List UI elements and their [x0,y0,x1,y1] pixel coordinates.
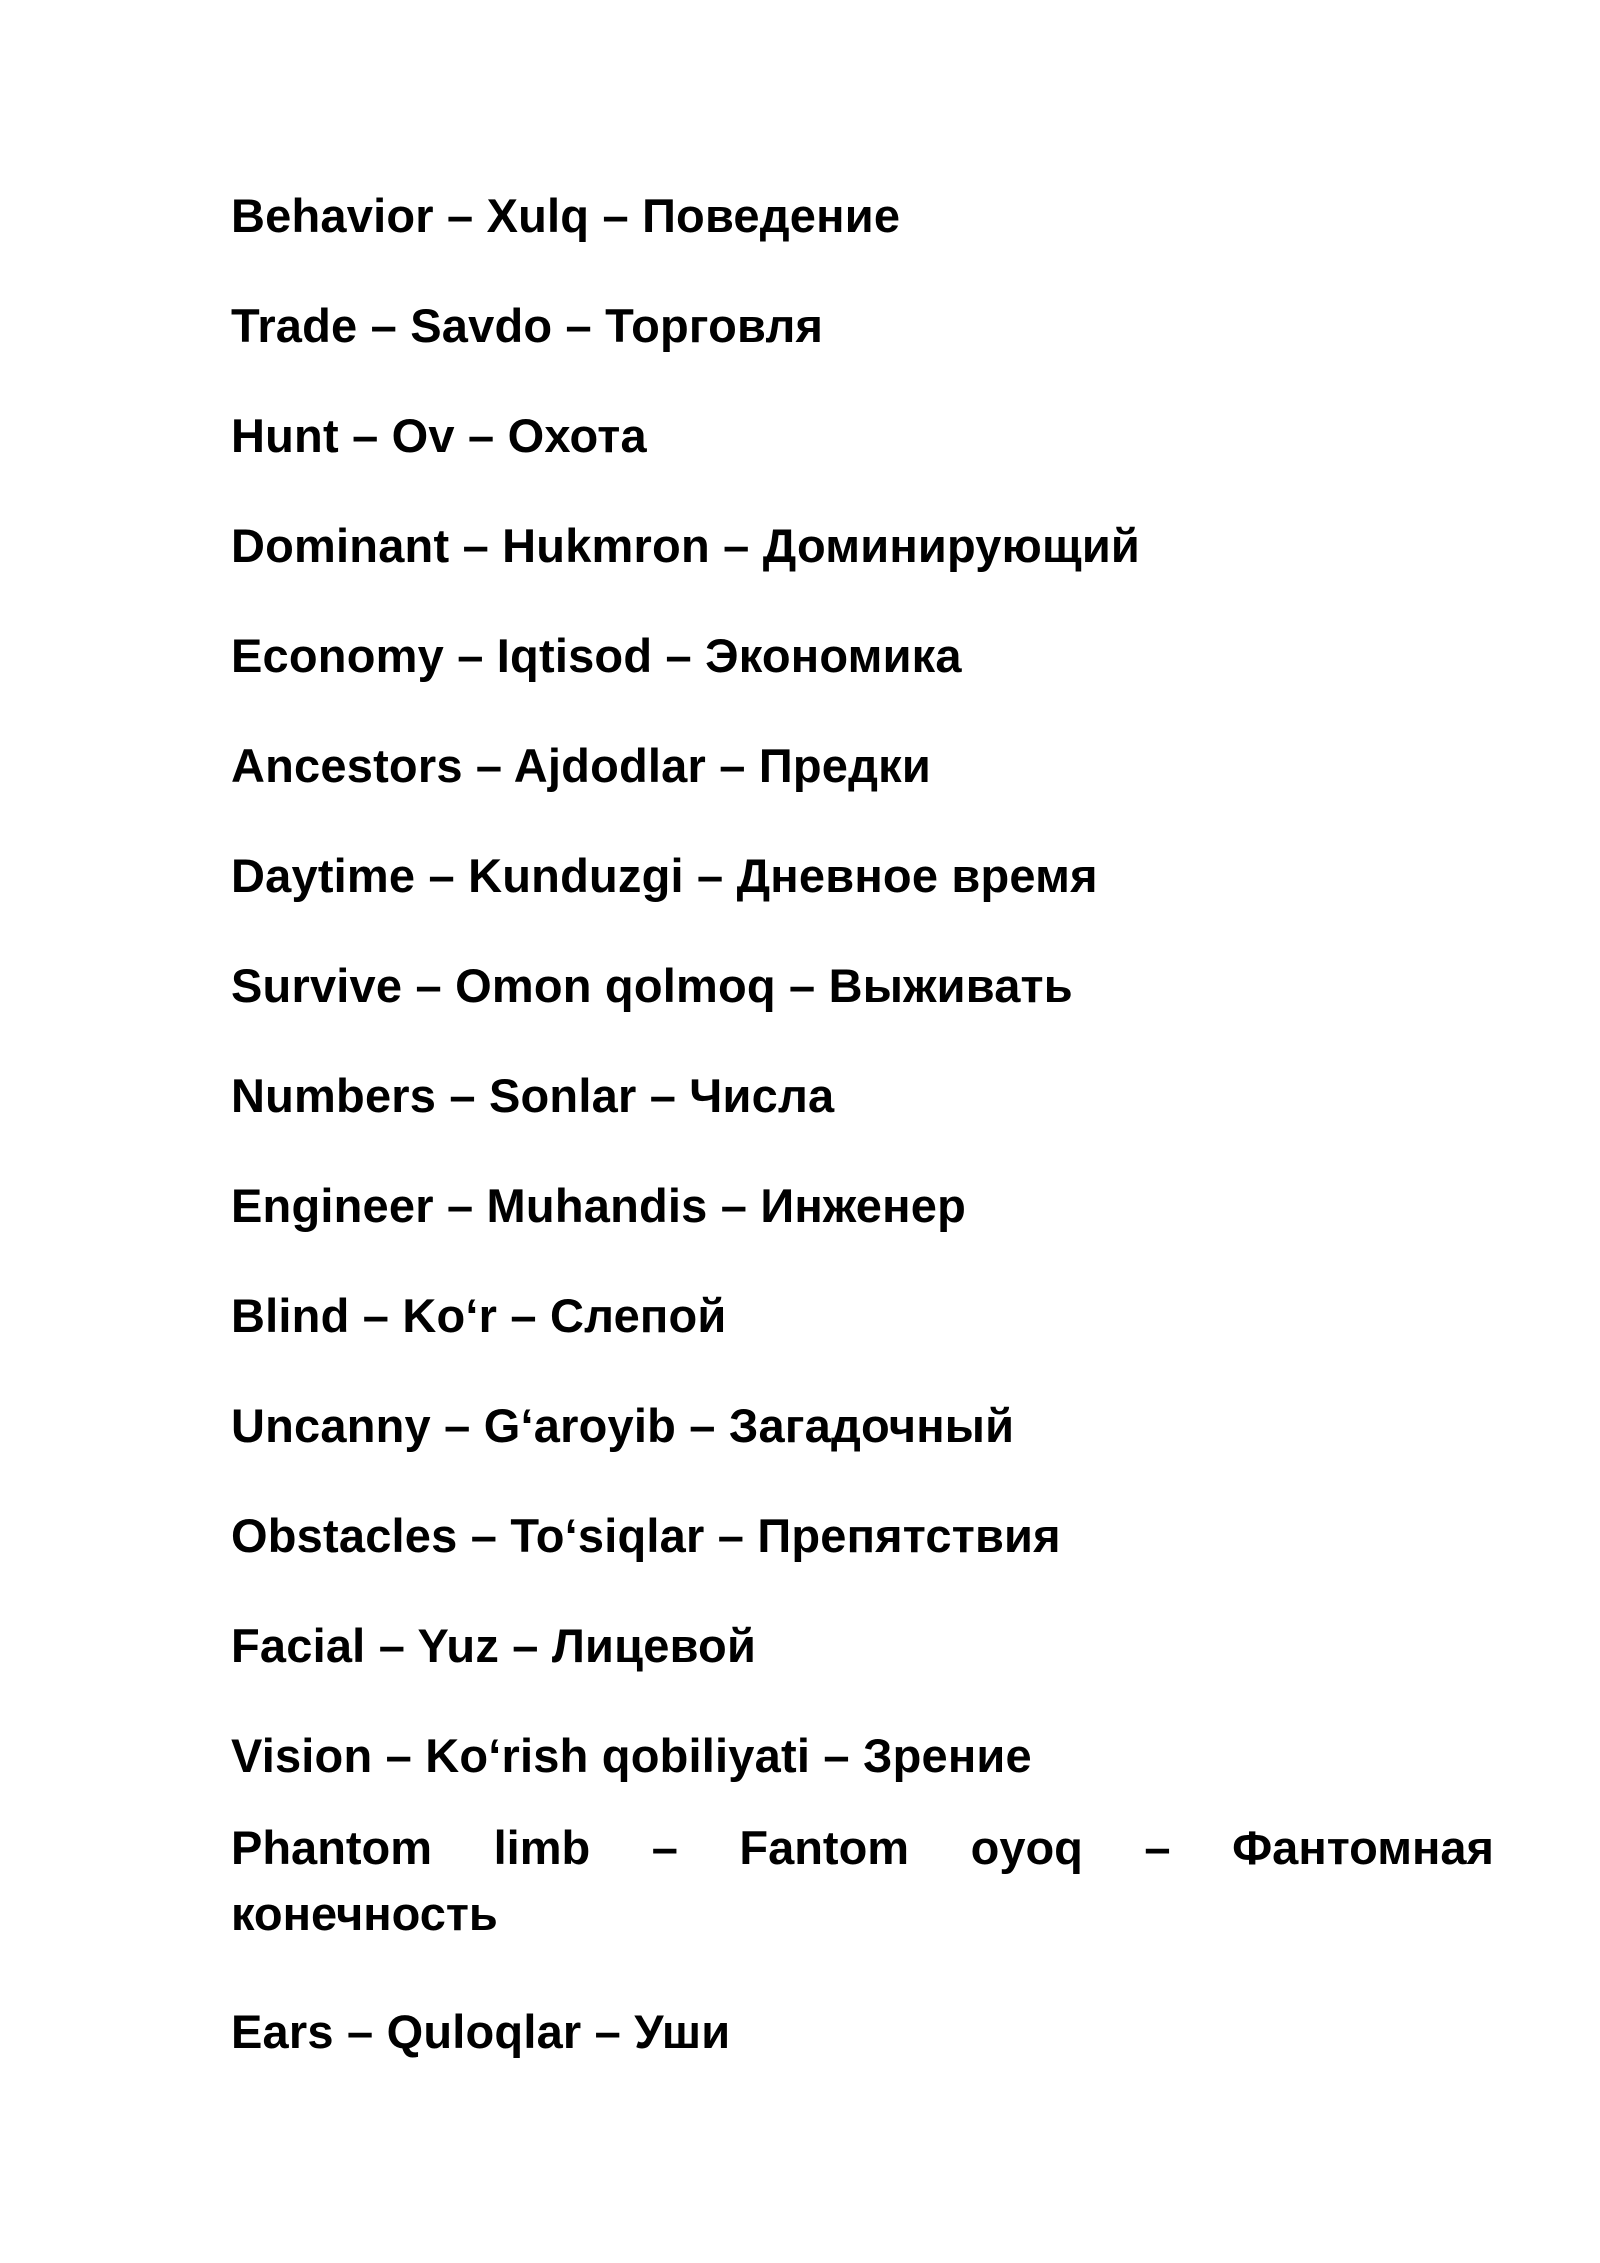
vocab-entry: Dominant – Hukmron – Доминирующий [231,518,1141,572]
vocab-entry: Numbers – Sonlar – Числа [231,1068,835,1122]
vocab-entry: Trade – Savdo – Торговля [231,298,824,352]
phantom-word: Phantom [231,1820,433,1874]
vocab-entry: Facial – Yuz – Лицевой [231,1618,757,1672]
vocab-entry: Blind – Ko‘r – Слепой [231,1288,727,1342]
vocab-entry: Uncanny – G‘aroyib – Загадочный [231,1398,1015,1452]
vocab-entry: Hunt – Ov – Охота [231,408,647,462]
phantom-word: Fantom [739,1820,910,1874]
phantom-word: oyoq [970,1820,1083,1874]
phantom-word: – [1144,1820,1171,1874]
vocab-entry: Economy – Iqtisod – Экономика [231,628,962,682]
phantom-word: limb [493,1820,591,1874]
vocab-entry: Ears – Quloqlar – Уши [231,2004,731,2058]
phantom-word: – [651,1820,678,1874]
vocab-entry: Vision – Ko‘rish qobiliyati – Зрение [231,1728,1032,1782]
vocab-entry: Behavior – Xulq – Поведение [231,188,901,242]
vocab-entry: Survive – Omon qolmoq – Выживать [231,958,1073,1012]
vocab-entry-phantom-limb [231,1810,1494,1884]
phantom-word: Фантомная [1232,1820,1494,1874]
vocab-entry: Daytime – Kunduzgi – Дневное время [231,848,1098,902]
vocab-entry: Engineer – Muhandis – Инженер [231,1178,966,1232]
vocab-entry-continuation: конечность [231,1887,498,1940]
vocab-entry: Ancestors – Ajdodlar – Предки [231,738,931,792]
vocabulary-list [231,160,1494,2086]
vocab-entry: Obstacles – To‘siqlar – Препятствия [231,1508,1061,1562]
